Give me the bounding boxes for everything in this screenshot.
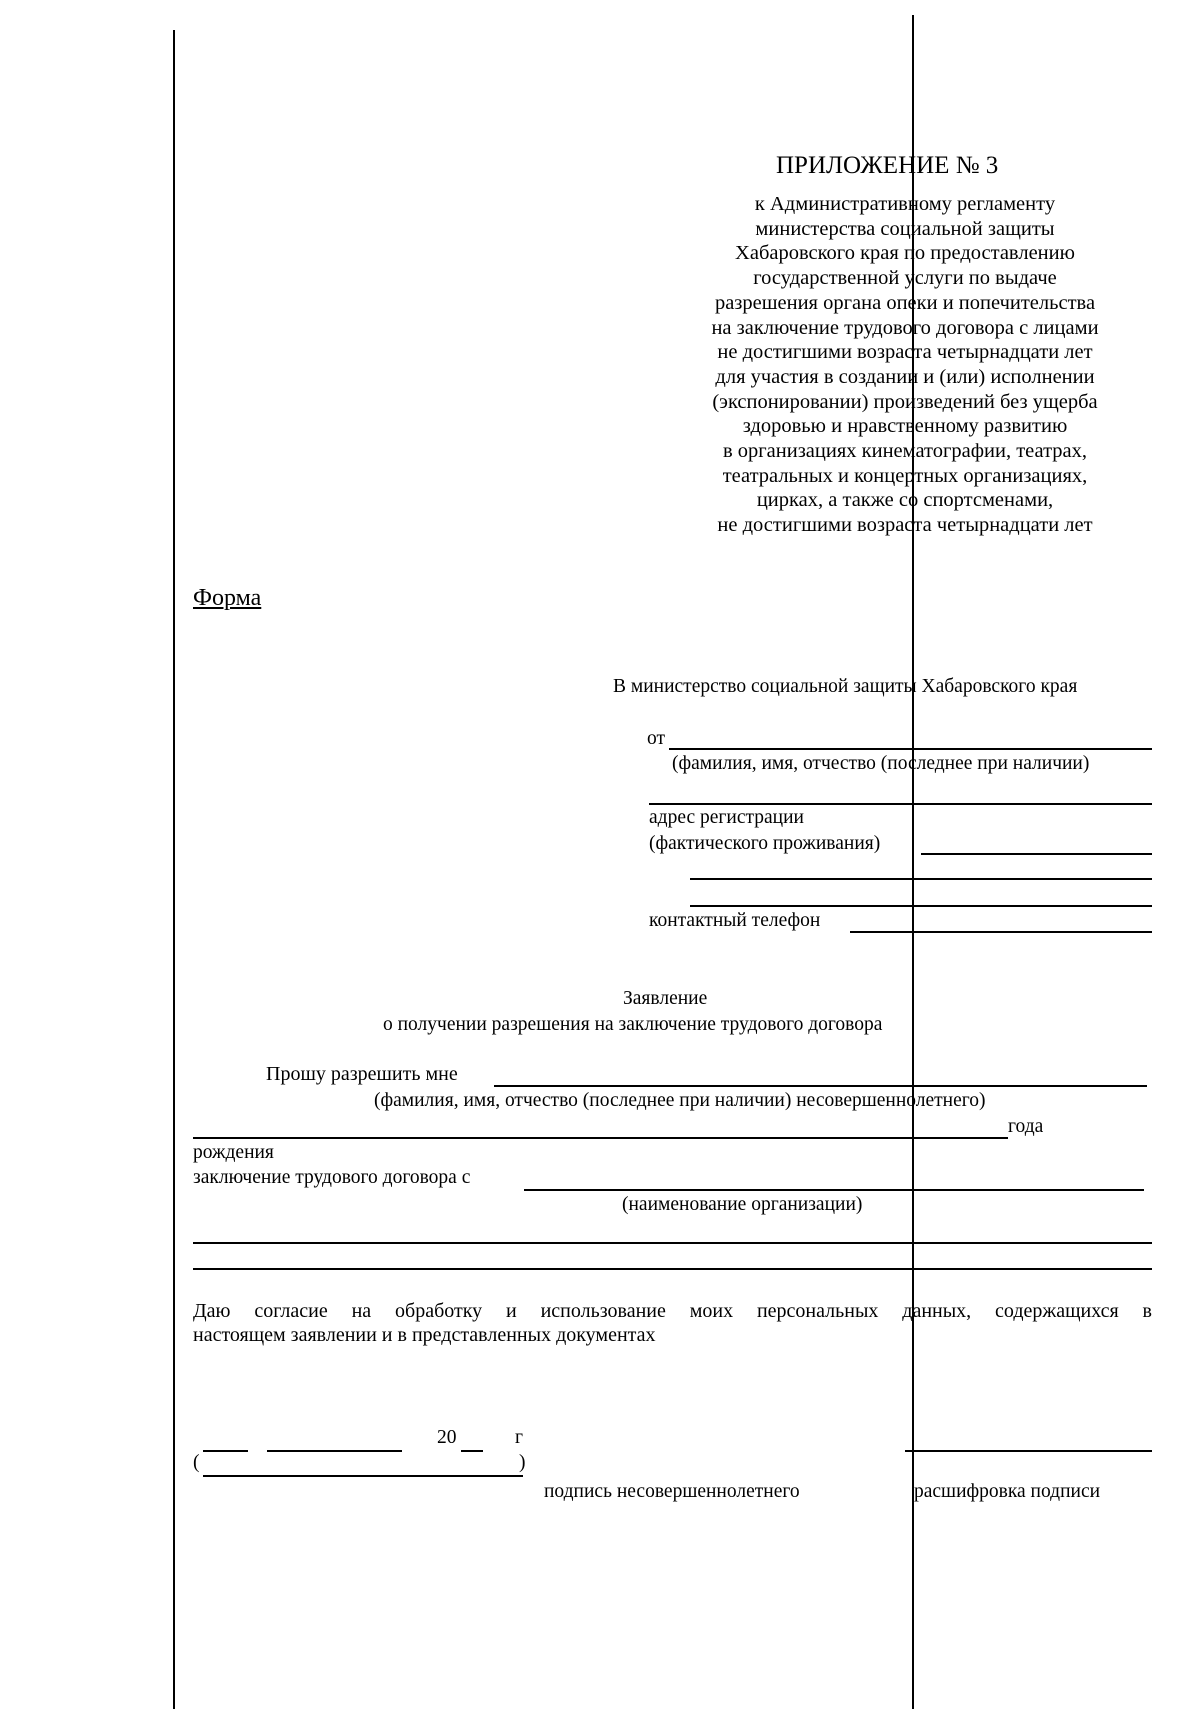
- appendix-line: государственной услуги по выдаче: [753, 267, 1057, 290]
- address-line-1[interactable]: [921, 853, 1152, 855]
- appendix-line: цирках, а также со спортсменами,: [756, 489, 1054, 512]
- signature-close-paren: ): [519, 1452, 526, 1473]
- organization-hint: (наименование организации): [622, 1194, 863, 1215]
- minor-name-hint: (фамилия, имя, отчество (последнее при наличии) несовершеннолетнего): [374, 1090, 986, 1111]
- date-year-prefix: 20: [437, 1427, 457, 1448]
- from-name-line[interactable]: [669, 748, 1152, 750]
- appendix-line: Хабаровского края по предоставлению: [735, 242, 1075, 265]
- appendix-line: театральных и концертных организациях,: [722, 464, 1088, 487]
- from-label: от: [647, 728, 666, 749]
- date-year-line[interactable]: [461, 1450, 483, 1452]
- minor-signature-caption: подпись несовершеннолетнего: [544, 1481, 800, 1502]
- organization-line[interactable]: [524, 1189, 1144, 1191]
- name-continuation-line[interactable]: [649, 803, 1152, 805]
- date-day-line[interactable]: [203, 1450, 248, 1452]
- left-margin-line: [173, 30, 175, 1709]
- date-month-line[interactable]: [267, 1450, 402, 1452]
- phone-line[interactable]: [850, 931, 1152, 933]
- statement-subtitle: о получении разрешения на заключение трудового договора: [383, 1014, 883, 1035]
- year-label: года: [1008, 1116, 1044, 1137]
- date-year-suffix: г: [515, 1427, 523, 1448]
- consent-paragraph: [193, 1299, 1152, 1347]
- appendix-line: разрешения органа опеки и попечительства: [714, 291, 1096, 314]
- organization-line-2[interactable]: [193, 1242, 1152, 1244]
- address-label: адрес регистрации: [649, 807, 804, 828]
- appendix-line: здоровью и нравственному развитию: [742, 415, 1068, 438]
- appendix-line: на заключение трудового договора с лицами: [711, 316, 1099, 339]
- statement-title: Заявление: [623, 988, 708, 1009]
- appendix-line: министерства социальной защиты: [755, 217, 1055, 240]
- appendix-line: не достигшими возраста четырнадцати лет: [717, 514, 1093, 537]
- request-label: Прошу разрешить мне: [266, 1063, 458, 1085]
- appendix-title: ПРИЛОЖЕНИЕ № 3: [776, 152, 999, 179]
- minor-signature-line[interactable]: [203, 1475, 523, 1477]
- address-line-2[interactable]: [690, 878, 1152, 880]
- organization-line-3[interactable]: [193, 1268, 1152, 1270]
- appendix-line: в организациях кинематографии, театрах,: [722, 440, 1088, 463]
- address-line-3[interactable]: [690, 905, 1152, 907]
- contract-label: заключение трудового договора с: [193, 1167, 471, 1188]
- appendix-line: (экспонировании) произведений без ущерба: [712, 390, 1098, 413]
- signature-open-paren: (: [193, 1452, 200, 1473]
- decode-signature-caption: расшифровка подписи: [914, 1481, 1101, 1502]
- appendix-line: не достигшими возраста четырнадцати лет: [717, 341, 1093, 364]
- name-hint: (фамилия, имя, отчество (последнее при наличии): [672, 753, 1090, 774]
- birth-label: рождения: [193, 1142, 274, 1163]
- birth-year-line[interactable]: [193, 1137, 1008, 1139]
- form-label: Форма: [193, 585, 262, 611]
- addressee-to: В министерство социальной защиты Хабаровского края: [613, 676, 1078, 697]
- consent-line-2: настоящем заявлении и в представленных документах: [193, 1324, 656, 1346]
- decode-signature-line[interactable]: [905, 1450, 1152, 1452]
- consent-line-1: Даю согласие на обработку и использование моих персональных данных, содержащихся в: [193, 1300, 1152, 1322]
- appendix-line: для участия в создании и (или) исполнении: [715, 365, 1095, 388]
- phone-label: контактный телефон: [649, 910, 821, 931]
- address-label-actual: (фактического проживания): [649, 833, 881, 854]
- appendix-subtitle-block: [665, 192, 1145, 538]
- appendix-line: к Административному регламенту: [754, 193, 1056, 215]
- minor-name-line[interactable]: [494, 1085, 1147, 1087]
